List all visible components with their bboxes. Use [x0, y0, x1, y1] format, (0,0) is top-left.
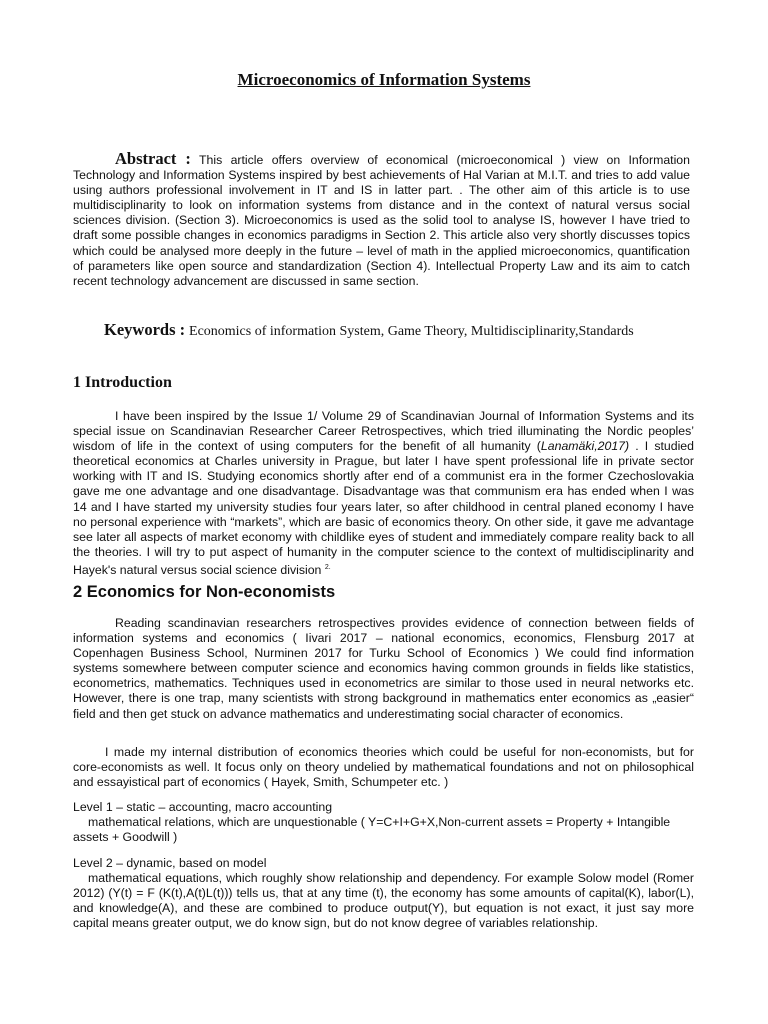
economics-text-2: I made my internal distribution of economics theories which could be useful for non-economists, but for core-economists as well. It focus only on theory undelied by mathematical foundations and not on philosophical and essayistical part of economics ( Hayek, Smith, Schumpeter etc. ) [73, 745, 694, 790]
keywords-label: Keywords : [104, 320, 186, 339]
keywords [104, 320, 634, 340]
intro-text-b: . I studied theoretical economics at Charles university in Prague, but later I have spent professional life in private sector working with IT and IS. Studying economics shortly after end of a communist era in the former Czechoslovakia gave me one advantage and one disadvantage. Disadvantage was that communism era has ended when I was 14 and I have started my university studies four years later, so after childhood in central planed economy I have no personal experience with “markets”, which are basic of economics theory. On other side, it gave me advantage see later all aspects of market economy with childlike eyes of student and immediately compare reality back to all the theories. I will try to put aspect of humanity in the computer science to the context of multidisciplinarity and Hayek's natural versus social science division [73, 439, 694, 578]
section-heading-economics: 2 Economics for Non-economists [73, 583, 336, 601]
level-1-body: mathematical relations, which are unquestionable ( Y=C+I+G+X,Non-current assets = Property + Intangible assets + Goodwill ) [73, 815, 671, 845]
abstract [73, 151, 690, 289]
level-2-body: mathematical equations, which roughly show relationship and dependency. For example Solow model (Romer 2012) (Y(t) = F (K(t),A(t)L(t))) tells us, that at any time (t), the economy has some amounts of capital(K), labor(L), and knowledge(A), and these are combined to produce output(Y), but equation is not exact, it just say more capital means greater output, we do know sign, but do not know degree of variables relationship. [73, 871, 694, 931]
abstract-text: This article offers overview of economical (microeconomical ) view on Information Technology and Information Systems inspired by best achievements of Hal Varian at M.I.T. and tries to add value using authors professional involvement in IT and IS in latter part. . The other aim of this article is to use multidisciplinarity to look on information systems from distance and in the context of natural versus social sciences division. (Section 3). Microeconomics is used as the solid tool to analyse IS, however I have tried to draft some possible changes in economics paradigms in Section 2. This article also very shortly discusses topics which could be analysed more deeply in the future – level of math in the applied microeconomics, quantification of parameters like open source and standardization (Section 4). Intellectual Property Law and its aim to catch recent technology advancement are discussed in same section. [73, 153, 690, 288]
intro-citation: Lanamäki,2017) [540, 439, 630, 454]
abstract-label: Abstract : [115, 149, 191, 168]
level-2-block [73, 856, 694, 931]
economics-paragraph-1 [73, 616, 694, 722]
intro-text-a: I have been inspired by the Issue 1/ Volume 29 of Scandinavian Journal of Information Systems and its special issue on Scandinavian Researcher Career Retrospectives, which tried illuminating the Nordic peoples’ wisdom of life in the context of using computers for the benefit of all humanity ( [73, 409, 694, 454]
level-2-heading: Level 2 – dynamic, based on model [73, 856, 267, 870]
economics-text-1: Reading scandinavian researchers retrospectives provides evidence of connection between fields of information systems and economics ( Iivari 2017 – national economics, economics, Flensburg 2017 at Copenhagen Business School, Nurminen 2017 for Turku School of Economics ) We could find information systems somewhere between computer science and economics having common grounds in fields like statistics, econometrics, mathematics. Techniques used in econometrics are similar to those used in neural networks etc. However, there is one trap, many scientists with strong background in mathematics enter economics as „easier“ field and then get stuck on advance mathematics and underestimating social character of economics. [73, 616, 694, 721]
introduction-paragraph [73, 409, 694, 578]
paper-title: Microeconomics of Information Systems [237, 70, 531, 89]
level-1-block [73, 800, 694, 845]
footnote-marker: 2. [324, 563, 331, 571]
keywords-text: Economics of information System, Game Theory, Multidisciplinarity,Standards [189, 324, 634, 339]
section-heading-introduction: 1 Introduction [73, 374, 172, 391]
level-1-heading: Level 1 – static – accounting, macro accounting [73, 800, 333, 814]
economics-paragraph-2 [73, 745, 694, 790]
